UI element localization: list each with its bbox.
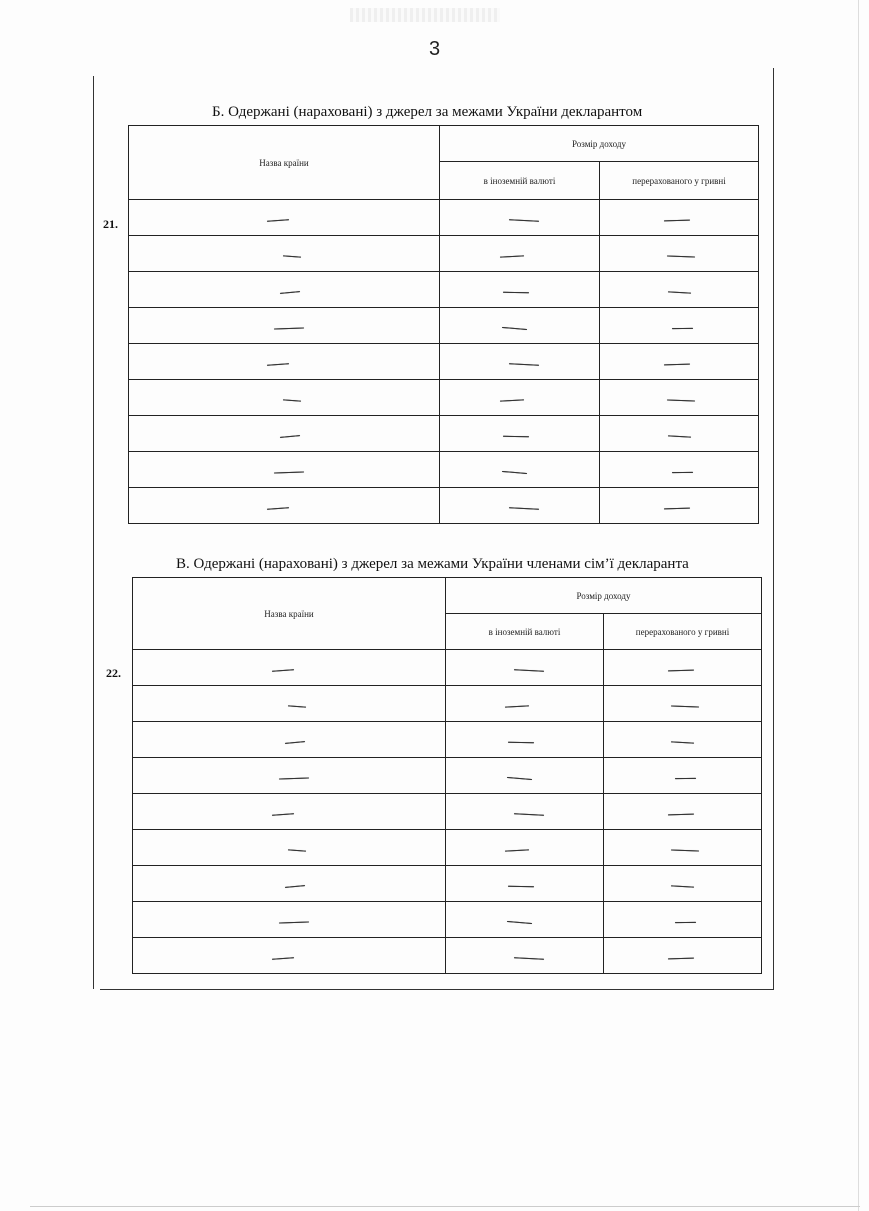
handwritten-dash [513,957,543,960]
table-row [129,272,759,308]
income-table-family [132,577,762,974]
column-header-income-size: Розмір доходу [446,578,762,614]
handwritten-dash [664,219,690,221]
handwritten-dash [279,921,309,923]
cell-foreign-currency [440,488,600,524]
handwritten-dash [507,885,533,886]
column-header-country: Назва країни [133,578,446,650]
cell-converted-uah [600,452,759,488]
handwritten-dash [285,885,305,888]
handwritten-dash [664,507,690,509]
cell-foreign-currency [446,650,604,686]
column-header-converted-uah: перерахованого у гривні [604,614,762,650]
handwritten-dash [513,813,543,816]
cell-converted-uah [600,200,759,236]
handwritten-dash [671,885,694,887]
table-row [129,344,759,380]
cell-converted-uah [604,866,762,902]
cell-foreign-currency [446,830,604,866]
cell-country [129,308,440,344]
handwritten-dash [671,741,694,743]
handwritten-dash [667,957,693,959]
table-row [133,938,762,974]
cell-country [129,416,440,452]
table-row [133,866,762,902]
frame-left-border [93,76,94,989]
table-row [129,236,759,272]
cell-converted-uah [604,686,762,722]
handwritten-dash [667,255,695,257]
handwritten-dash [267,507,289,510]
table-row [133,686,762,722]
handwritten-dash [670,705,698,707]
section-b-row-number: 21. [103,217,118,231]
handwritten-dash [667,399,695,401]
table-row [129,200,759,236]
handwritten-dash [671,327,692,328]
section-b-title: Б. Одержані (нараховані) з джерел за межами України декларантом [212,104,643,120]
cell-converted-uah [600,344,759,380]
cell-converted-uah [604,650,762,686]
cell-country [133,650,446,686]
cell-country [129,488,440,524]
handwritten-dash [507,920,532,923]
scan-smudge [350,8,500,22]
cell-country [133,830,446,866]
handwritten-dash [507,741,533,742]
cell-foreign-currency [440,308,600,344]
handwritten-dash [280,291,300,294]
table-row [129,488,759,524]
handwritten-dash [502,291,528,292]
handwritten-dash [267,363,289,366]
handwritten-dash [502,326,527,329]
cell-converted-uah [604,794,762,830]
table-row [133,650,762,686]
handwritten-dash [288,849,306,851]
section-c-title: В. Одержані (нараховані) з джерел за межами України членами сім’ї декларанта [176,556,689,572]
handwritten-dash [274,327,304,329]
handwritten-dash [502,435,528,436]
handwritten-dash [675,777,696,778]
column-header-income-size: Розмір доходу [440,126,759,162]
cell-foreign-currency [440,200,600,236]
cell-foreign-currency [440,380,600,416]
cell-country [133,866,446,902]
cell-converted-uah [600,488,759,524]
handwritten-dash [667,813,693,815]
handwritten-dash [279,777,309,779]
handwritten-dash [507,776,532,779]
column-header-converted-uah: перерахованого у гривні [600,162,759,200]
table-row [129,308,759,344]
cell-converted-uah [604,758,762,794]
handwritten-dash [280,435,300,438]
handwritten-dash [667,669,693,671]
cell-converted-uah [600,272,759,308]
cell-country [133,686,446,722]
cell-converted-uah [604,938,762,974]
cell-country [133,794,446,830]
cell-country [129,344,440,380]
handwritten-dash [508,507,538,510]
cell-foreign-currency [446,902,604,938]
handwritten-dash [508,363,538,366]
table-row [133,794,762,830]
handwritten-dash [508,219,538,222]
handwritten-dash [272,813,294,816]
frame-bottom-border [100,989,774,990]
column-header-foreign-currency: в іноземній валюті [446,614,604,650]
handwritten-dash [499,399,523,401]
cell-country [129,200,440,236]
cell-foreign-currency [440,272,600,308]
cell-foreign-currency [440,236,600,272]
cell-country [129,272,440,308]
page-edge [30,1206,860,1207]
table-row [133,902,762,938]
handwritten-dash [267,219,289,222]
cell-foreign-currency [446,794,604,830]
cell-converted-uah [600,416,759,452]
cell-country [129,380,440,416]
column-header-foreign-currency: в іноземній валюті [440,162,600,200]
table-row [133,758,762,794]
handwritten-dash [272,669,294,672]
cell-converted-uah [604,722,762,758]
handwritten-dash [288,705,306,707]
cell-foreign-currency [446,758,604,794]
handwritten-dash [504,705,528,707]
handwritten-dash [664,363,690,365]
table-row [129,452,759,488]
handwritten-dash [513,669,543,672]
cell-country [133,758,446,794]
cell-converted-uah [600,236,759,272]
cell-foreign-currency [446,938,604,974]
column-header-country: Назва країни [129,126,440,200]
cell-foreign-currency [440,344,600,380]
handwritten-dash [667,435,690,437]
cell-converted-uah [604,830,762,866]
cell-country [129,236,440,272]
handwritten-dash [671,471,692,472]
handwritten-dash [283,255,301,257]
handwritten-dash [667,291,690,293]
handwritten-dash [675,921,696,922]
table-row [129,416,759,452]
cell-converted-uah [600,380,759,416]
cell-foreign-currency [440,452,600,488]
frame-right-border [773,68,774,989]
handwritten-dash [285,741,305,744]
cell-country [133,902,446,938]
section-c-row-number: 22. [106,666,121,680]
table-row [133,722,762,758]
table-row [133,830,762,866]
handwritten-dash [272,957,294,960]
cell-country [129,452,440,488]
handwritten-dash [502,470,527,473]
cell-foreign-currency [440,416,600,452]
cell-country [133,938,446,974]
cell-foreign-currency [446,722,604,758]
income-table-declarant [128,125,759,524]
handwritten-dash [504,849,528,851]
cell-foreign-currency [446,866,604,902]
handwritten-dash [670,849,698,851]
page-number: 3 [428,38,441,60]
table-row [129,380,759,416]
page-edge [858,0,859,1211]
cell-foreign-currency [446,686,604,722]
cell-converted-uah [600,308,759,344]
cell-converted-uah [604,902,762,938]
handwritten-dash [499,255,523,257]
cell-country [133,722,446,758]
handwritten-dash [274,471,304,473]
handwritten-dash [283,399,301,401]
